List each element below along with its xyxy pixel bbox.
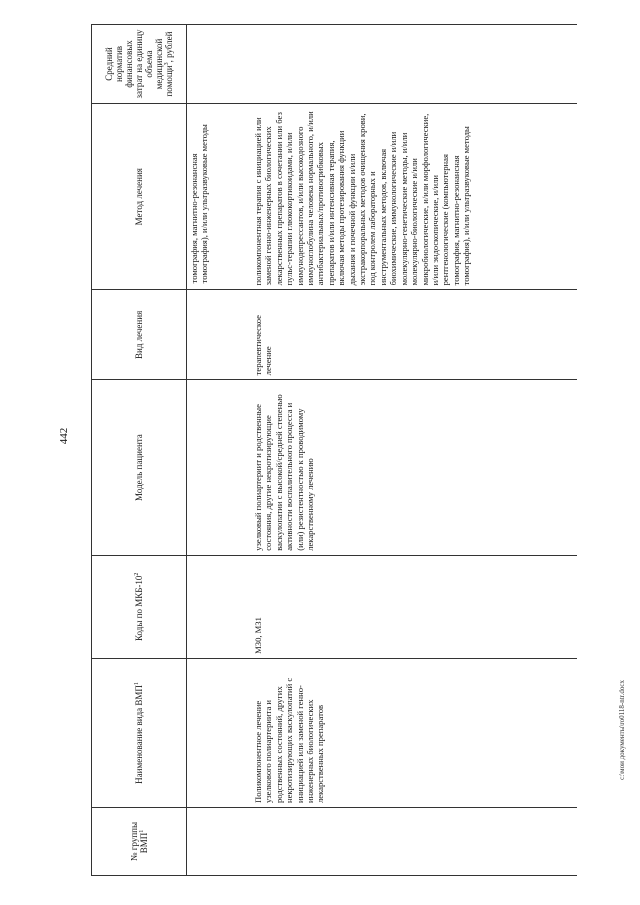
carry-group	[187, 808, 252, 876]
carry-model	[187, 380, 252, 555]
footer-file-path: c:\мои документы\ro0118-ntr.docx	[618, 680, 626, 780]
cell-type: терапевтическое лечение	[251, 290, 577, 380]
cell-method: поликомпонентная терапия с инициацией или заменой генно-инженерных биологических лекарственных препаратов в сочетании или без пульс-терапии глюкокортикоидами, и/или иммунодепрессантов, и/или высокодозного иммуноглобулина человека нормального, и/или антибактериальных/противогрибковых препаратов и/или интенсивная терапия, включая методы протезирования функции дыхания и почечной функции и/или экстракорпоральных методов очищения крови, под контролем лабораторных и инструментальных методов, включая биохимические, иммунологические и/или молекулярно-генетические методы, и/или молекулярно-биологические и/или микробиологические, и/или морфологические, и/или эндоскопические, и/или рентгенологические (компьютерная томография, магнитно-резонансная томография), и/или ультразвуковые методы	[251, 104, 577, 290]
cell-name: Поликомпонентное лечение узелкового полиартериита и родственных состояний, других некротизирующих васкулопатий с инициацией или заменой генно-инженерных биологических лекарственных препаратов	[251, 658, 577, 807]
header-cost: Средний норматив финансовых затрат на единицу объема медицинской помощи$^3$, рублей	[92, 25, 187, 104]
table-row	[251, 25, 577, 876]
carry-type	[187, 290, 252, 380]
cell-group	[251, 808, 577, 876]
header-codes: Коды по МКБ-$10^2$	[92, 555, 187, 658]
cell-codes: M30, M31	[251, 555, 577, 658]
cell-model: узелковый полиартериит и родственные состояния, другие некротизирующие васкулопатии с высокой/средней степенью активности воспалительного процесса и (или) резистентностью к проводимому лекарственному лечению	[251, 380, 577, 555]
vmp-table	[91, 24, 577, 876]
header-name: Наименование вида ВМП$^1$	[92, 658, 187, 807]
carry-codes	[187, 555, 252, 658]
table-header-row	[92, 25, 187, 876]
carry-over-row	[187, 25, 252, 876]
header-model: Модель пациента	[92, 380, 187, 555]
vmp-table-container	[91, 24, 582, 876]
header-type: Вид лечения	[92, 290, 187, 380]
header-method: Метод лечения	[92, 104, 187, 290]
cell-cost	[251, 25, 577, 104]
carry-name	[187, 658, 252, 807]
carry-method: томография, магнитно-резонансная томография), и/или ультразвуковые методы	[187, 104, 252, 290]
page-number: 442	[58, 427, 70, 445]
carry-cost	[187, 25, 252, 104]
header-group: № группы ВМП$^1$	[92, 808, 187, 876]
